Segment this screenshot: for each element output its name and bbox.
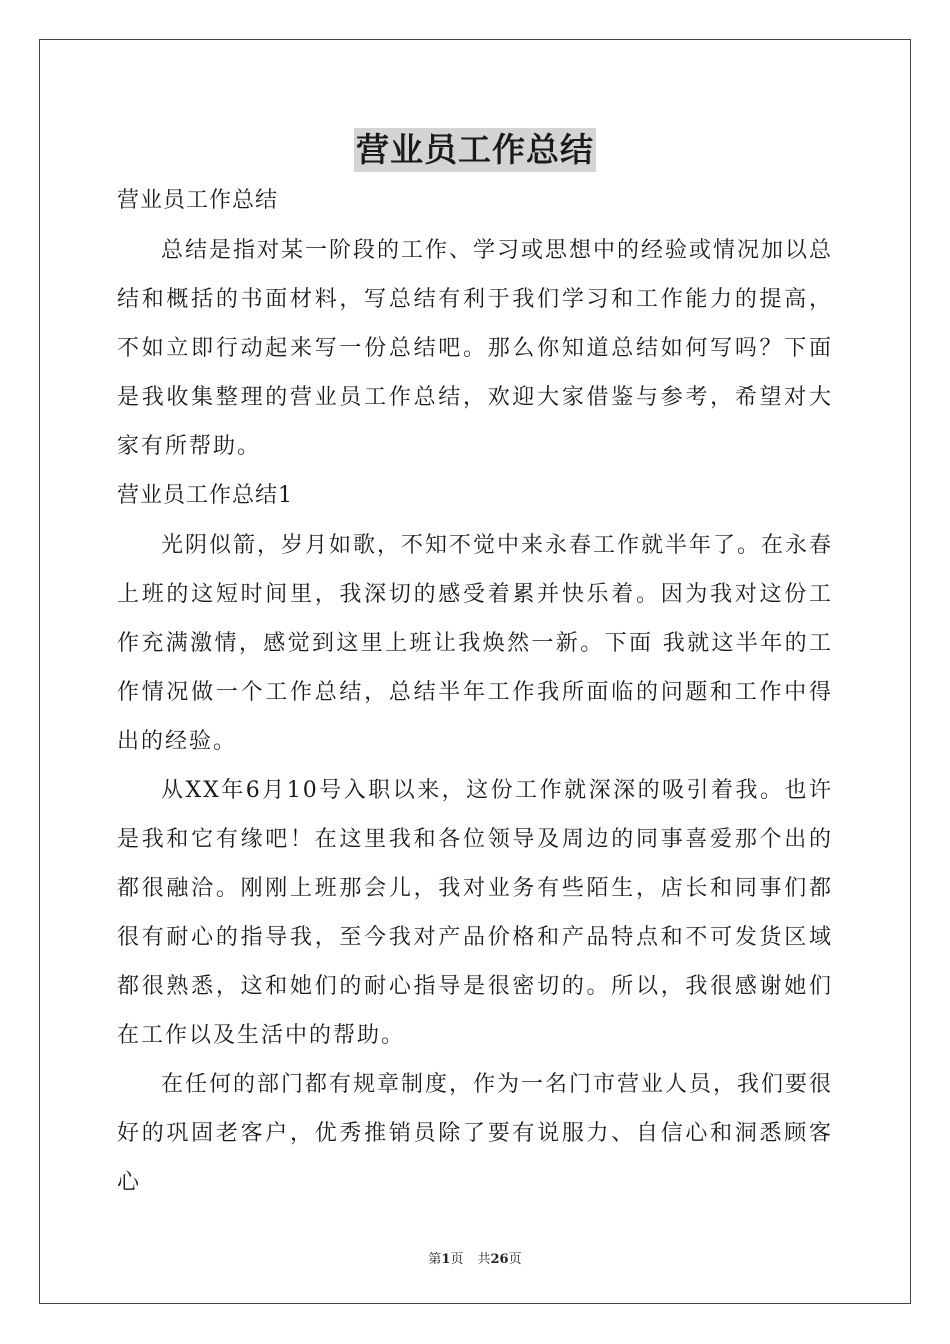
title-container bbox=[0, 128, 950, 172]
total-pages: 26 bbox=[490, 1252, 509, 1267]
document-body bbox=[117, 176, 833, 1207]
body-paragraph-2: 从XX年6月10号入职以来，这份工作就深深的吸引着我。也许是我和它有缘吧！在这里我和各位领导及周边的同事喜爱那个出的都很融洽。刚刚上班那会儿，我对业务有些陌生，店长和同事们都很有耐心的指导我，至今我对产品价格和产品特点和不可发货区域都很熟悉，这和她们的耐心指导是很密切的。所以，我很感谢她们在工作以及生活中的帮助。 bbox=[117, 778, 833, 1048]
subtitle: 营业员工作总结 bbox=[117, 188, 279, 213]
document-title: 营业员工作总结 bbox=[354, 128, 596, 172]
page-suffix: 页 bbox=[450, 1252, 464, 1267]
page-prefix: 第 bbox=[428, 1252, 442, 1267]
total-suffix: 页 bbox=[508, 1252, 522, 1267]
page-number: 1 bbox=[441, 1252, 451, 1267]
section-heading: 营业员工作总结1 bbox=[117, 483, 293, 508]
body-paragraph-3: 在任何的部门都有规章制度，作为一名门市营业人员，我们要很好的巩固老客户，优秀推销员除了要有说服力、自信心和洞悉顾客心 bbox=[117, 1072, 834, 1195]
intro-paragraph: 总结是指对某一阶段的工作、学习或思想中的经验或情况加以总结和概括的书面材料，写总结有利于我们学习和工作能力的提高，不如立即行动起来写一份总结吧。那么你知道总结如何写吗？下面是我收集整理的营业员工作总结，欢迎大家借鉴与参考，希望对大家有所帮助。 bbox=[117, 238, 834, 459]
page-footer bbox=[0, 1248, 950, 1267]
total-prefix: 共 bbox=[477, 1252, 491, 1267]
body-paragraph-1: 光阴似箭，岁月如歌，不知不觉中来永春工作就半年了。在永春上班的这短时间里，我深切的感受着累并快乐着。因为我对这份工作充满激情，感觉到这里上班让我焕然一新。下面 我就这半年的工作情况做一个工作总结，总结半年工作我所面临的问题和工作中得出的经验。 bbox=[117, 533, 834, 754]
